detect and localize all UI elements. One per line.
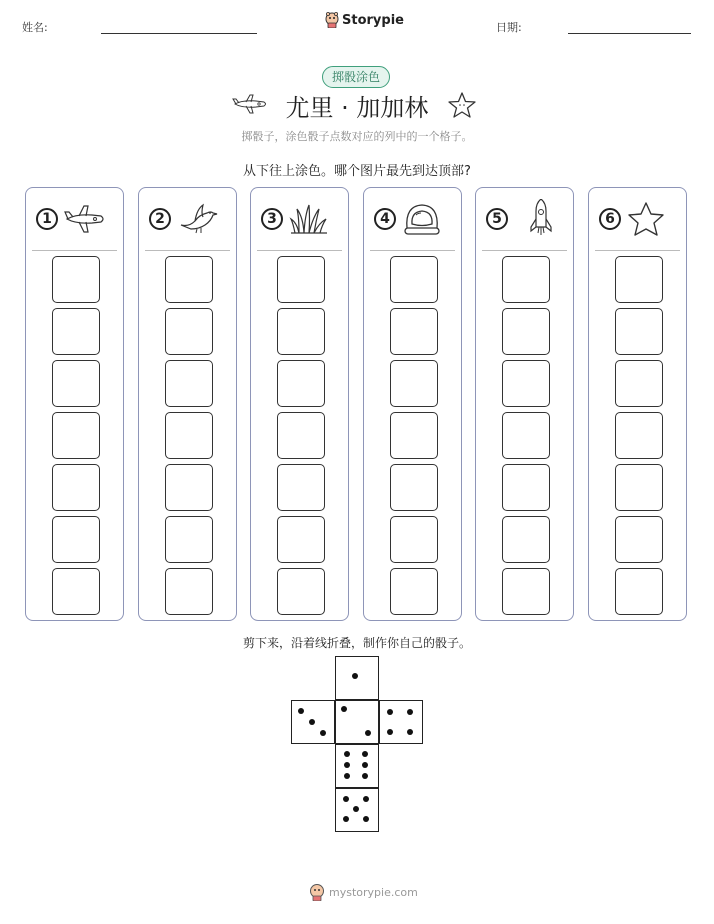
die-face-3 xyxy=(291,700,335,744)
cut-instruction: 剪下来，沿着线折叠，制作你自己的骰子。 xyxy=(242,636,471,650)
color-cell[interactable] xyxy=(52,308,100,355)
color-cell[interactable] xyxy=(615,308,663,355)
die-pip xyxy=(387,729,393,735)
rocket-icon xyxy=(522,199,562,239)
die-pip xyxy=(341,706,347,712)
color-cell[interactable] xyxy=(277,412,325,459)
die-face-4 xyxy=(379,700,423,744)
color-cell[interactable] xyxy=(52,256,100,303)
brand-name: Storypie xyxy=(342,12,404,28)
storypie-mascot-icon xyxy=(309,883,325,901)
date-line[interactable] xyxy=(568,33,691,34)
column-number: 1 xyxy=(36,208,58,230)
die-face-6 xyxy=(335,744,379,788)
die-pip xyxy=(365,730,371,736)
color-cell[interactable] xyxy=(390,412,438,459)
column-number: 6 xyxy=(599,208,621,230)
color-cell[interactable] xyxy=(277,568,325,615)
die-pip xyxy=(387,709,393,715)
column-divider xyxy=(482,250,567,251)
instruction-text: 从下往上涂色。哪个图片最先到达顶部? xyxy=(243,164,471,179)
die-pip xyxy=(320,730,326,736)
column-divider xyxy=(145,250,230,251)
column-number: 4 xyxy=(374,208,396,230)
die-face-2 xyxy=(335,700,379,744)
color-cell[interactable] xyxy=(165,412,213,459)
die-pip xyxy=(352,673,358,679)
airplane-icon xyxy=(64,204,106,234)
die-pip xyxy=(407,729,413,735)
color-cell[interactable] xyxy=(502,568,550,615)
column-divider xyxy=(595,250,680,251)
die-pip xyxy=(343,796,349,802)
color-cell[interactable] xyxy=(502,256,550,303)
die-pip xyxy=(344,773,350,779)
die-face-5 xyxy=(335,788,379,832)
color-cell[interactable] xyxy=(52,516,100,563)
color-cell[interactable] xyxy=(390,256,438,303)
star-icon xyxy=(627,201,667,237)
footer xyxy=(309,883,418,901)
column-3 xyxy=(250,187,349,621)
astronaut-helmet-icon xyxy=(402,202,442,236)
die-pip xyxy=(362,773,368,779)
color-cell[interactable] xyxy=(502,308,550,355)
color-cell[interactable] xyxy=(165,360,213,407)
color-cell[interactable] xyxy=(165,516,213,563)
color-cell[interactable] xyxy=(615,568,663,615)
die-pip xyxy=(344,762,350,768)
color-cell[interactable] xyxy=(165,308,213,355)
die-pip xyxy=(362,762,368,768)
column-number: 5 xyxy=(486,208,508,230)
column-divider xyxy=(370,250,455,251)
star-icon xyxy=(447,91,477,119)
activity-badge: 掷骰涂色 xyxy=(322,66,390,88)
column-5 xyxy=(475,187,574,621)
color-cell[interactable] xyxy=(165,256,213,303)
color-cell[interactable] xyxy=(277,256,325,303)
brand-logo xyxy=(325,12,404,28)
column-2 xyxy=(138,187,237,621)
die-pip xyxy=(407,709,413,715)
die-pip xyxy=(309,719,315,725)
color-cell[interactable] xyxy=(615,412,663,459)
color-cell[interactable] xyxy=(165,568,213,615)
color-cell[interactable] xyxy=(502,412,550,459)
color-cell[interactable] xyxy=(277,516,325,563)
column-6 xyxy=(588,187,687,621)
column-divider xyxy=(257,250,342,251)
color-cell[interactable] xyxy=(277,464,325,511)
color-cell[interactable] xyxy=(615,464,663,511)
color-cell[interactable] xyxy=(615,256,663,303)
color-cell[interactable] xyxy=(165,464,213,511)
column-number: 2 xyxy=(149,208,171,230)
color-cell[interactable] xyxy=(52,568,100,615)
die-pip xyxy=(353,806,359,812)
color-cell[interactable] xyxy=(277,308,325,355)
color-cell[interactable] xyxy=(615,360,663,407)
color-cell[interactable] xyxy=(390,516,438,563)
bird-icon xyxy=(177,203,219,235)
color-cell[interactable] xyxy=(390,464,438,511)
page-title: 尤里 · 加加林 xyxy=(285,94,429,122)
column-divider xyxy=(32,250,117,251)
color-cell[interactable] xyxy=(502,516,550,563)
footer-url[interactable]: mystorypie.com xyxy=(329,885,418,899)
color-cell[interactable] xyxy=(615,516,663,563)
storypie-mascot-icon xyxy=(325,12,339,28)
column-4 xyxy=(363,187,462,621)
die-face-1 xyxy=(335,656,379,700)
die-pip xyxy=(344,751,350,757)
color-cell[interactable] xyxy=(52,464,100,511)
color-cell[interactable] xyxy=(502,360,550,407)
color-cell[interactable] xyxy=(390,308,438,355)
die-pip xyxy=(363,816,369,822)
die-pip xyxy=(362,751,368,757)
color-cell[interactable] xyxy=(502,464,550,511)
color-cell[interactable] xyxy=(52,360,100,407)
name-line[interactable] xyxy=(101,33,257,34)
column-number: 3 xyxy=(261,208,283,230)
die-pip xyxy=(343,816,349,822)
color-cell[interactable] xyxy=(390,568,438,615)
date-label: 日期: xyxy=(496,21,522,34)
column-1 xyxy=(25,187,124,621)
color-cell[interactable] xyxy=(277,360,325,407)
die-pip xyxy=(298,708,304,714)
color-cell[interactable] xyxy=(390,360,438,407)
page-subtitle: 掷骰子，涂色骰子点数对应的列中的一个格子。 xyxy=(241,130,473,143)
grass-icon xyxy=(289,203,329,235)
die-pip xyxy=(363,796,369,802)
color-cell[interactable] xyxy=(52,412,100,459)
name-label: 姓名: xyxy=(22,21,48,34)
